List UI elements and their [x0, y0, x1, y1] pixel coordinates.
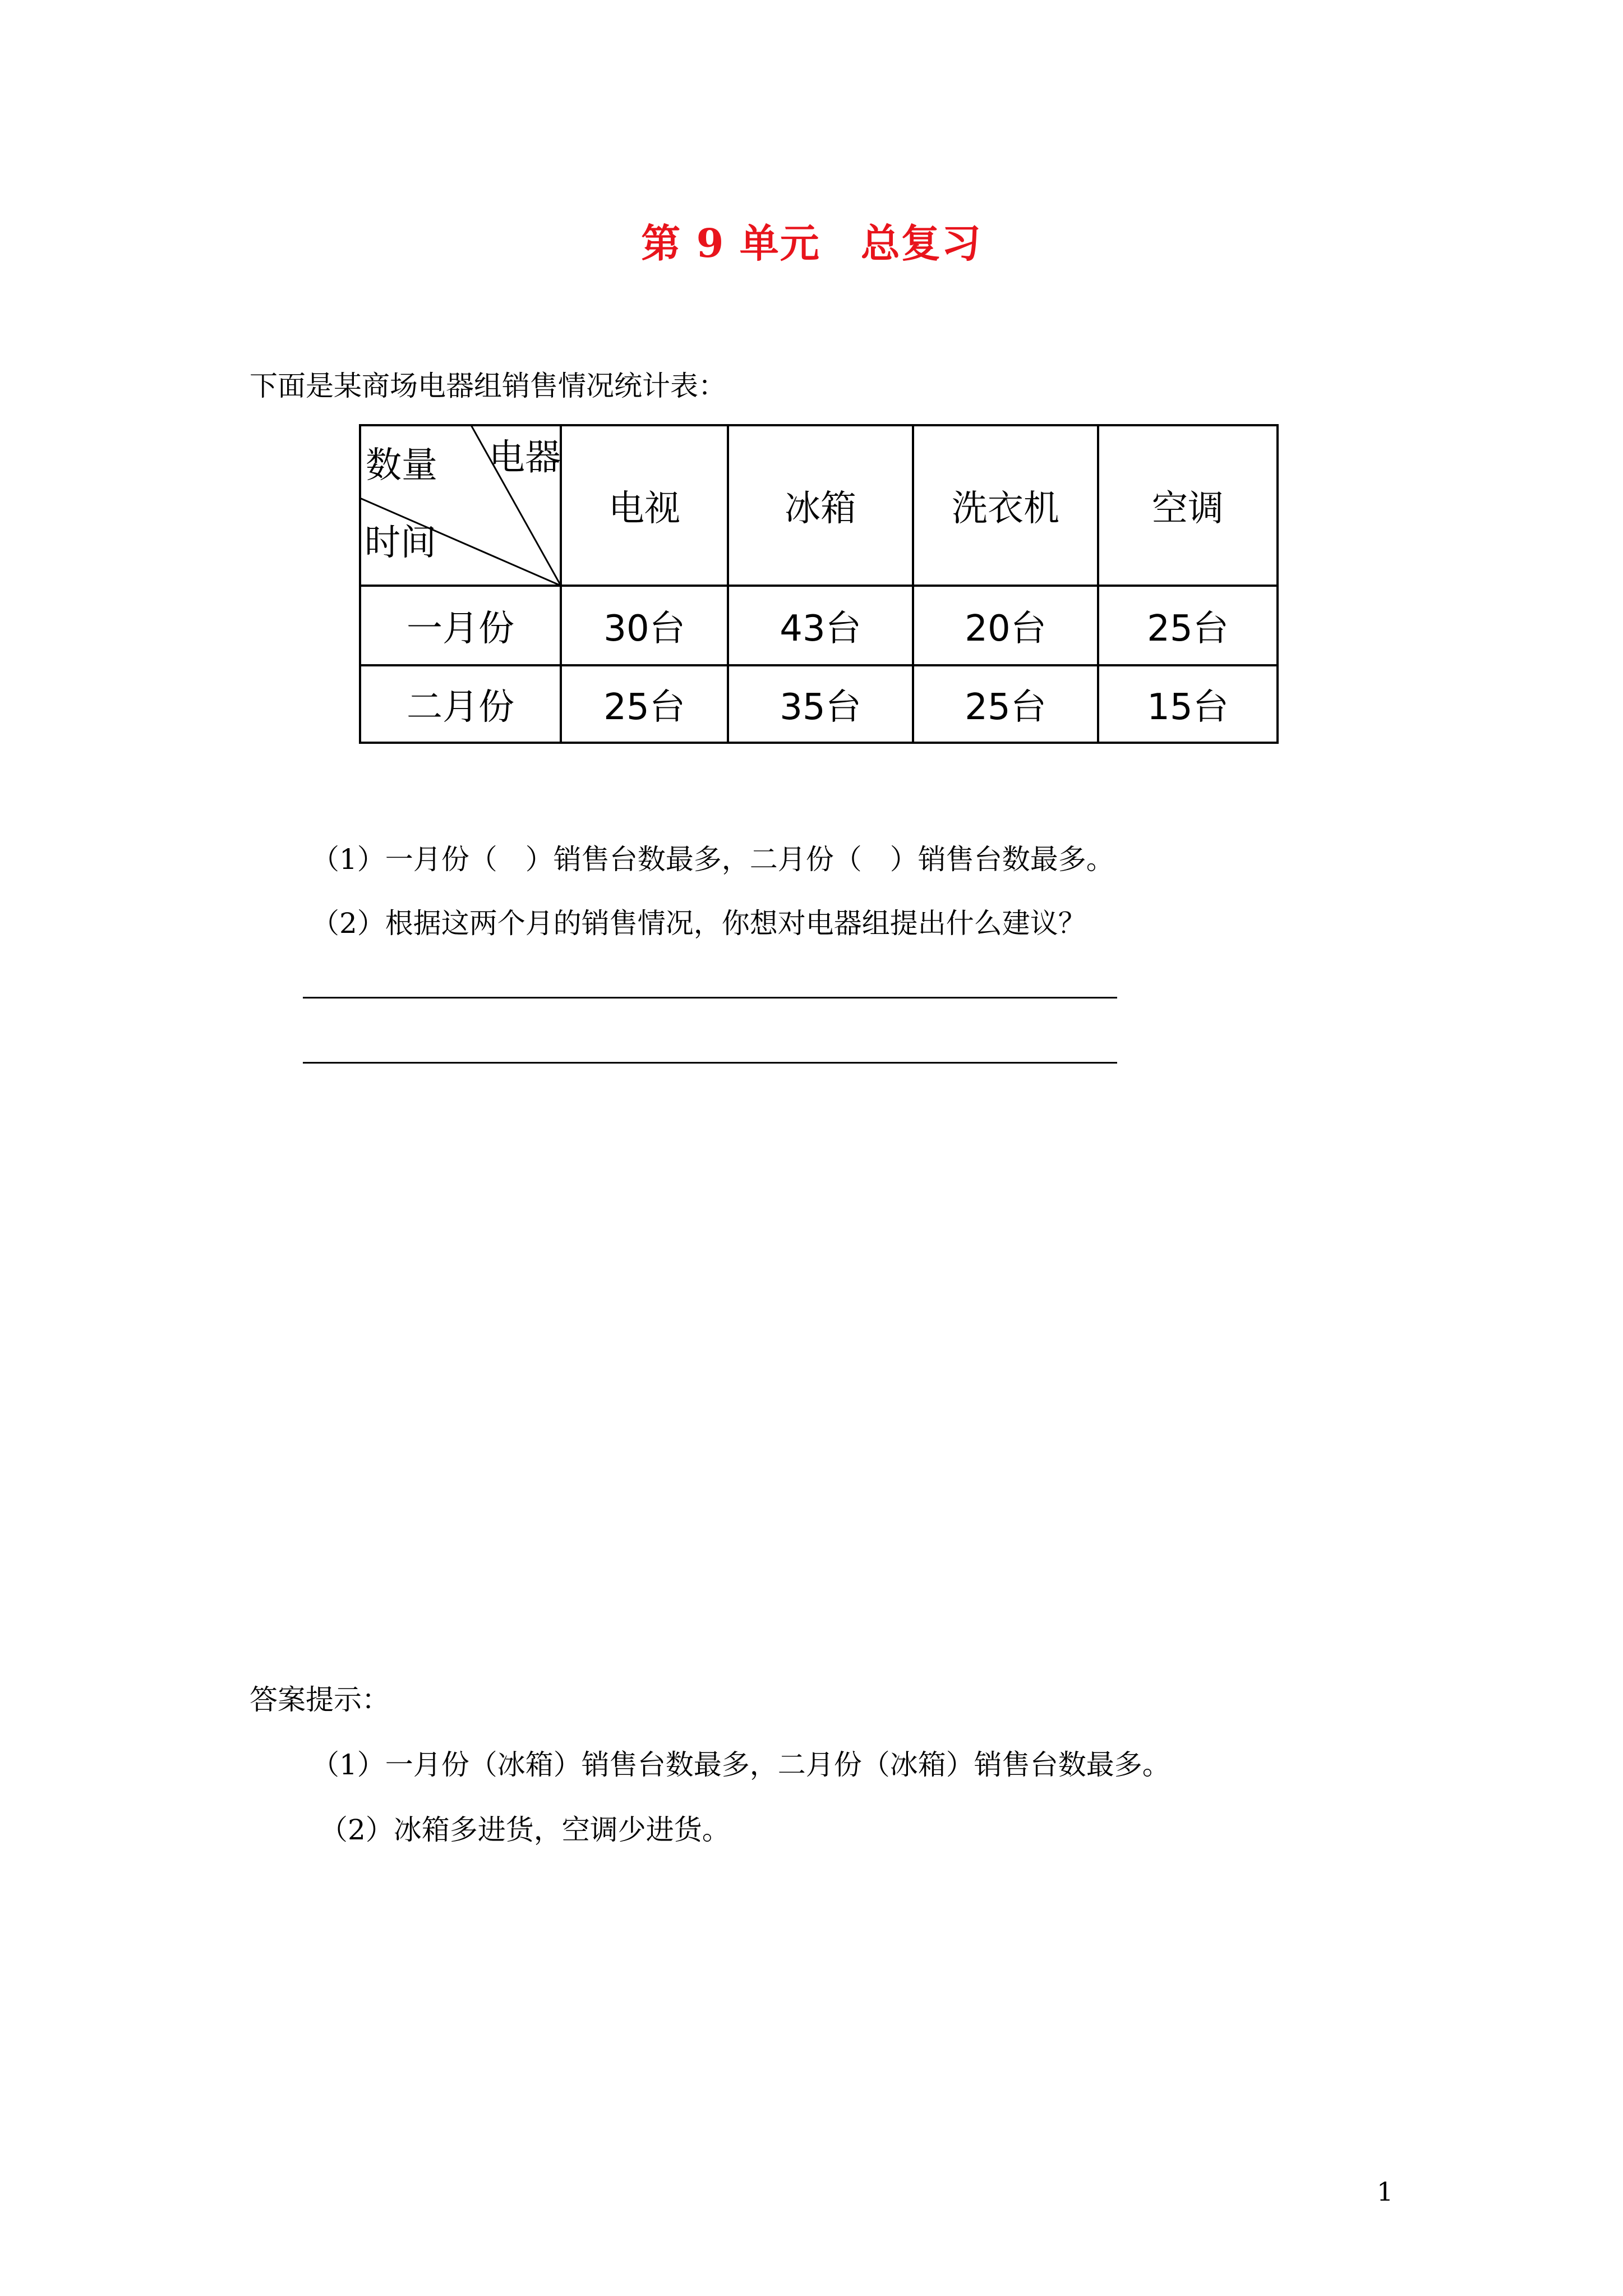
table-cell: 35台 — [780, 687, 861, 728]
sales-table — [359, 424, 1279, 744]
answer-2: （2）冰箱多进货，空调少进货。 — [320, 1814, 730, 1846]
table-intro: 下面是某商场电器组销售情况统计表： — [250, 370, 726, 402]
table-cell: 43台 — [780, 608, 861, 650]
column-header-fridge: 冰箱 — [785, 488, 856, 530]
table-cell: 30台 — [603, 608, 685, 650]
table-cell: 25台 — [965, 687, 1046, 728]
column-header-ac: 空调 — [1152, 488, 1224, 530]
table-cell: 25台 — [603, 687, 685, 728]
answer-heading: 答案提示： — [250, 1683, 390, 1716]
column-header-washer: 洗衣机 — [952, 488, 1059, 530]
question-2: （2）根据这两个月的销售情况，你想对电器组提出什么建议？ — [311, 907, 1086, 940]
table-cell: 20台 — [965, 608, 1046, 650]
table-cell: 15台 — [1147, 687, 1229, 728]
row-label-february: 二月份 — [407, 687, 514, 728]
page-number: 1 — [1377, 2177, 1394, 2207]
row-label-january: 一月份 — [407, 608, 514, 650]
column-header-tv: 电视 — [608, 488, 680, 530]
answer-1: （1）一月份（冰箱）销售台数最多，二月份（冰箱）销售台数最多。 — [311, 1749, 1170, 1781]
corner-label-quantity: 数量 — [366, 445, 437, 486]
table-cell: 25台 — [1147, 608, 1229, 650]
corner-label-appliance: 电器 — [489, 437, 561, 478]
answer-line-1[interactable] — [303, 997, 1117, 999]
answer-line-2[interactable] — [303, 1062, 1117, 1064]
question-1: （1）一月份（ ）销售台数最多，二月份（ ）销售台数最多。 — [311, 843, 1114, 876]
page-title: 第 9 单元 总复习 — [641, 220, 982, 266]
corner-label-time: 时间 — [365, 522, 436, 564]
